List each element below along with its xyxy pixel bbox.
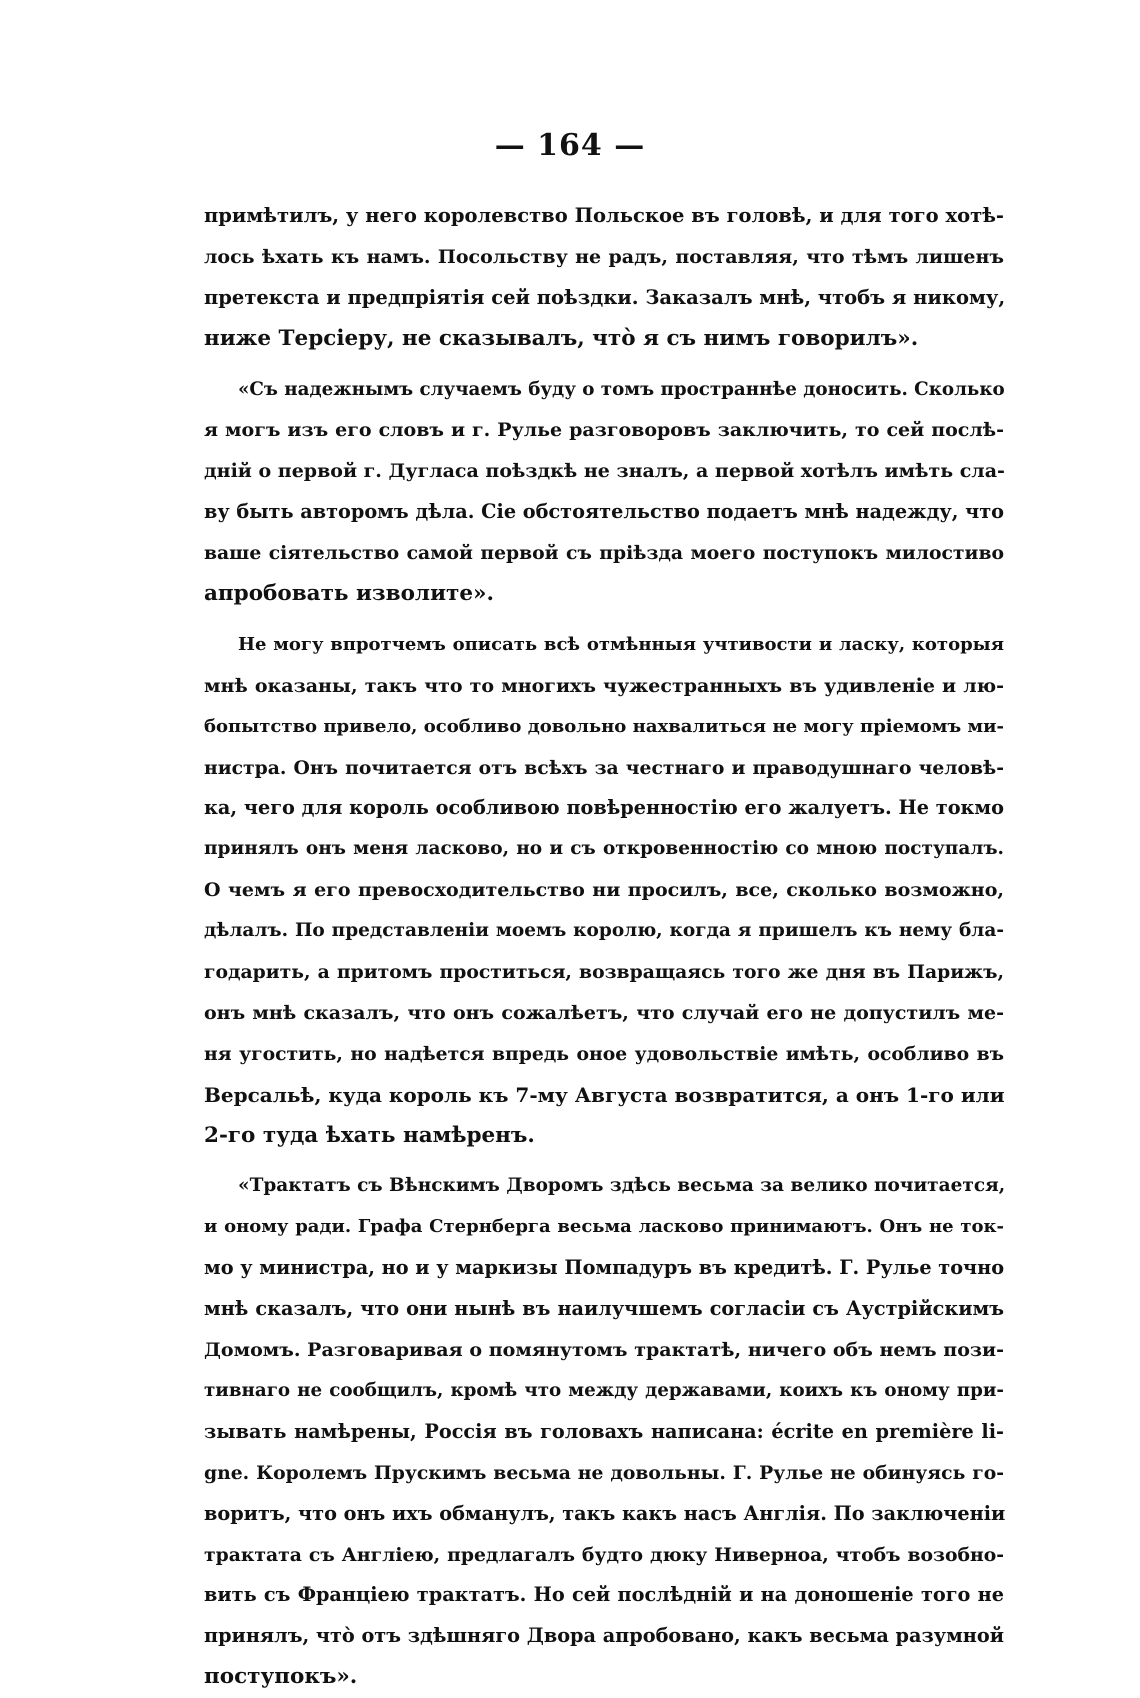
text-line: ваше сіятельство самой первой съ пріѣзда моего поступокъ милостиво bbox=[204, 542, 1004, 565]
text-line: лось ѣхать къ намъ. Посольству не радъ, поставляя, что тѣмъ лишенъ bbox=[204, 245, 1004, 268]
text-line: зывать намѣрены, Россія въ головахъ написана: écrite en première li- bbox=[204, 1419, 1004, 1443]
text-line: Домомъ. Разговаривая о помянутомъ трактатѣ, ничего объ немъ пози- bbox=[204, 1339, 1004, 1362]
text-line: онъ мнѣ сказалъ, что онъ сожалѣетъ, что случай его не допустилъ ме- bbox=[204, 1001, 1004, 1024]
text-line: ня угостить, но надѣется впредь оное удовольствіе имѣть, особливо въ bbox=[204, 1042, 1004, 1065]
text-line: нистра. Онъ почитается отъ всѣхъ за честнаго и праводушнаго человѣ- bbox=[204, 756, 1004, 779]
text-line: я могъ изъ его словъ и г. Рулье разговоровъ заключить, то сей послѣ- bbox=[204, 419, 1004, 442]
text-line: бопытство привело, особливо довольно нахвалиться не могу пріемомъ ми- bbox=[204, 715, 1004, 737]
text-line: вить съ Франціею трактатъ. Но сей послѣдній и на доношеніе того не bbox=[204, 1583, 1004, 1607]
paragraph bbox=[204, 1166, 1004, 1698]
text-line: Версальѣ, куда король къ 7-му Августа возвратится, а онъ 1-го или bbox=[204, 1082, 1005, 1107]
text-line: годарить, а притомъ проститься, возвращаясь того же дня въ Парижъ, bbox=[204, 961, 1004, 984]
text-line: «Трактатъ съ Вѣнскимъ Дворомъ здѣсь весьма за велико почитается, bbox=[238, 1175, 1006, 1197]
text-line: поступокъ». bbox=[204, 1664, 358, 1690]
text-line: мо у министра, но и у маркизы Помпадуръ въ кредитѣ. Г. Рулье точно bbox=[204, 1256, 1005, 1280]
text-line: «Съ надежнымъ случаемъ буду о томъ пространнѣе доносить. Сколько bbox=[238, 378, 1005, 400]
text-line: примѣтилъ, у него королевство Польское въ головѣ, и для того хотѣ- bbox=[204, 204, 1004, 227]
text-line: принялъ, что̀ отъ здѣшняго Двора апробовано, какъ весьма разумной bbox=[204, 1624, 1004, 1648]
paragraph-gap bbox=[204, 615, 1004, 625]
text-line: и оному ради. Графа Стернберга весьма ласково принимаютъ. Онъ не ток- bbox=[204, 1216, 1004, 1238]
text-line: Не могу впротчемъ описать всѣ отмѣнныя учтивости и ласку, которыя bbox=[238, 633, 1004, 655]
paragraph-gap bbox=[204, 360, 1004, 370]
text-line: ниже Терсіеру, не сказывалъ, что̀ я съ нимъ говорилъ». bbox=[204, 325, 919, 351]
paragraph bbox=[204, 625, 1004, 1157]
paragraph bbox=[204, 370, 1004, 615]
text-line: 2-го туда ѣхать намѣренъ. bbox=[204, 1122, 535, 1148]
text-line: мнѣ оказаны, такъ что то многихъ чужестранныхъ въ удивленіе и лю- bbox=[204, 674, 1004, 697]
paragraph-gap bbox=[204, 1156, 1004, 1166]
text-line: воритъ, что онъ ихъ обманулъ, такъ какъ насъ Англія. По заключеніи bbox=[204, 1501, 1006, 1525]
text-line: принялъ онъ меня ласково, но и съ откровенностію со мною поступалъ. bbox=[204, 838, 1004, 860]
text-line: дѣлалъ. По представленіи моемъ королю, когда я пришелъ къ нему бла- bbox=[204, 920, 1004, 942]
text-line: тивнаго не сообщилъ, кромѣ что между державами, коихъ къ оному при- bbox=[204, 1379, 1004, 1401]
text-line: ву быть авторомъ дѣла. Сіе обстоятельство подаетъ мнѣ надежду, что bbox=[204, 500, 1004, 524]
text-line: ка, чего для король особливою повѣренностію его жалуетъ. Не токмо bbox=[204, 796, 1004, 820]
body-text bbox=[204, 196, 1004, 1698]
text-line: претекста и предпріятія сей поѣздки. Заказалъ мнѣ, чтобъ я никому, bbox=[204, 285, 1006, 309]
text-line: О чемъ я его превосходительство ни просилъ, все, сколько возможно, bbox=[204, 879, 1004, 902]
paragraph bbox=[204, 196, 1004, 360]
text-line: трактата съ Англіею, предлагалъ будто дюку Ниверноа, чтобъ возобно- bbox=[204, 1543, 1004, 1566]
text-line: апробовать изволите». bbox=[204, 581, 494, 607]
page-number: — 164 — bbox=[494, 128, 646, 163]
text-line: gne. Королемъ Прускимъ весьма не довольны. Г. Рулье не обинуясь го- bbox=[204, 1461, 1004, 1484]
text-line: мнѣ сказалъ, что они нынѣ въ наилучшемъ согласіи съ Аустрійскимъ bbox=[204, 1297, 1004, 1321]
text-line: дній о первой г. Дугласа поѣздкѣ не зналъ, а первой хотѣлъ имѣть сла- bbox=[204, 460, 1005, 483]
